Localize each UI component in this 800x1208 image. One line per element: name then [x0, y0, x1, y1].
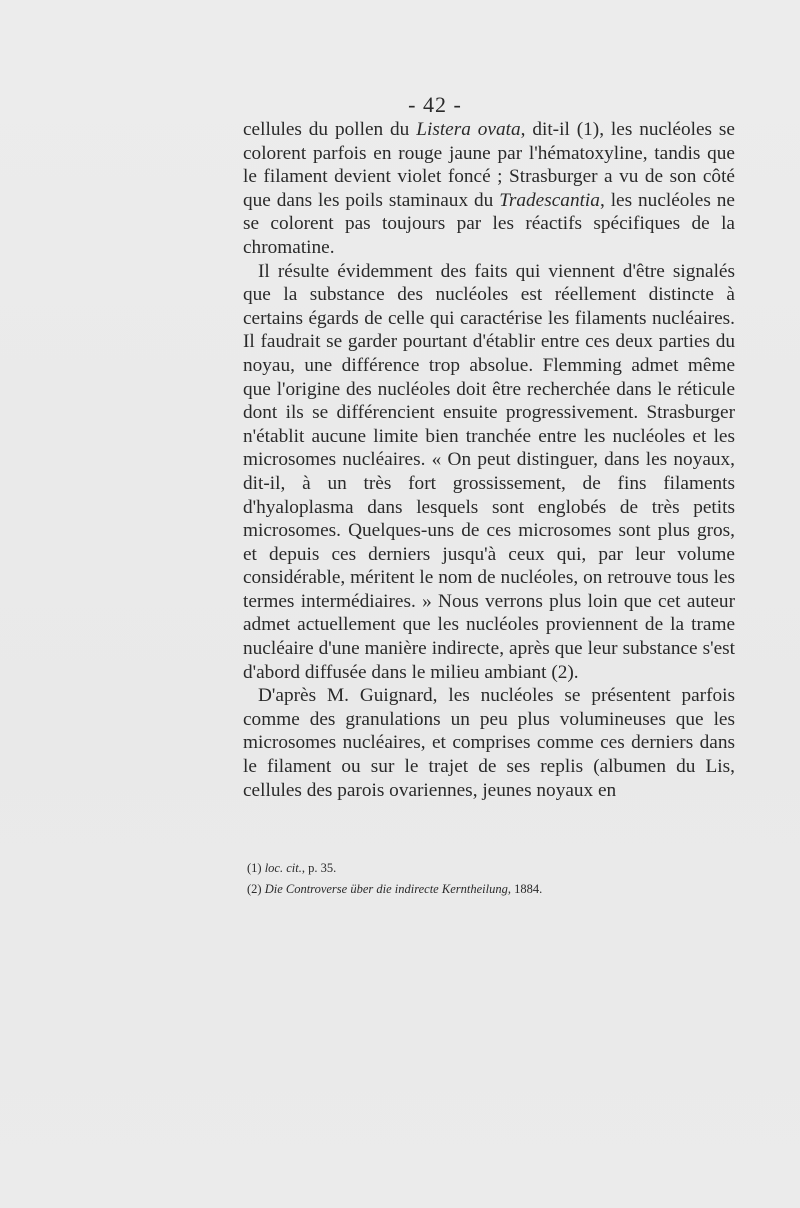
footnote-marker: (1)	[247, 861, 265, 875]
footnote-italic-text: Die Controverse über die indirecte Kerntheilung	[264, 882, 508, 896]
text-run: , les nucléoles ne se colorent pas toujours par les réactifs spécifiques de la chromatine.	[243, 189, 735, 258]
footnotes	[247, 858, 727, 900]
footnote-text: , p. 35.	[301, 861, 337, 875]
footnote-text: , 1884.	[507, 882, 543, 896]
paragraph	[243, 260, 735, 685]
footnote-marker: (2)	[247, 882, 265, 896]
paragraph	[243, 118, 735, 260]
text-run: cellules du pollen du	[243, 119, 417, 140]
italic-text: Tradescantia	[499, 189, 600, 211]
footnote	[247, 858, 727, 879]
text-run: Il résulte évidemment des faits qui viennent d'être signalés que la substance des nucléoles est réellement distincte à certains égards de celle qui caractérise les filaments nucléaires. Il faudrait se garder pourtant d'établir entre ces deux parties du noyau, une différence trop absolue. Flemming admet même que l'origine des nucléoles doit être recherchée dans le réticule dont ils se différencient ensuite progressivement. Strasburger n'établit aucune limite bien tranchée entre les nucléoles et les microsomes nucléaires. « On peut distinguer, dans les noyaux, dit-il, à un très fort grossissement, de fins filaments d'hyaloplasma dans lesquels sont englobés de très petits microsomes. Quelques-uns de ces microsomes sont plus gros, et depuis ces derniers jusqu'à ceux qui, par leur volume considérable, méritent le nom de nucléoles, on retrouve tous les termes intermédiaires. » Nous verrons plus loin que cet auteur admet actuellement que les nucléoles proviennent de la trame nucléaire d'une manière indirecte, après que leur substance s'est d'abord diffusée dans le milieu ambiant (2).	[243, 260, 735, 683]
italic-text: Listera ovata	[416, 119, 521, 140]
body-text	[243, 118, 735, 802]
footnote	[247, 879, 727, 900]
text-run: , dit-il (1), les nucléoles se colorent parfois en rouge jaune par l'hématoxyline, tandis que le filament devient violet foncé ; Strasburger a vu de son côté que dans les poils staminaux du	[243, 119, 735, 211]
text-run: D'après M. Guignard, les nucléoles se présentent parfois comme des granulations un peu plus volumineuses que les microsomes nucléaires, et comprises comme ces derniers dans le filament ou sur le trajet de ses replis (albumen du Lis, cellules des parois ovariennes, jeunes noyaux en	[243, 685, 735, 801]
page-number: - 42 -	[408, 92, 462, 117]
paragraph	[243, 684, 735, 802]
footnote-italic-text: loc. cit.	[264, 861, 302, 875]
